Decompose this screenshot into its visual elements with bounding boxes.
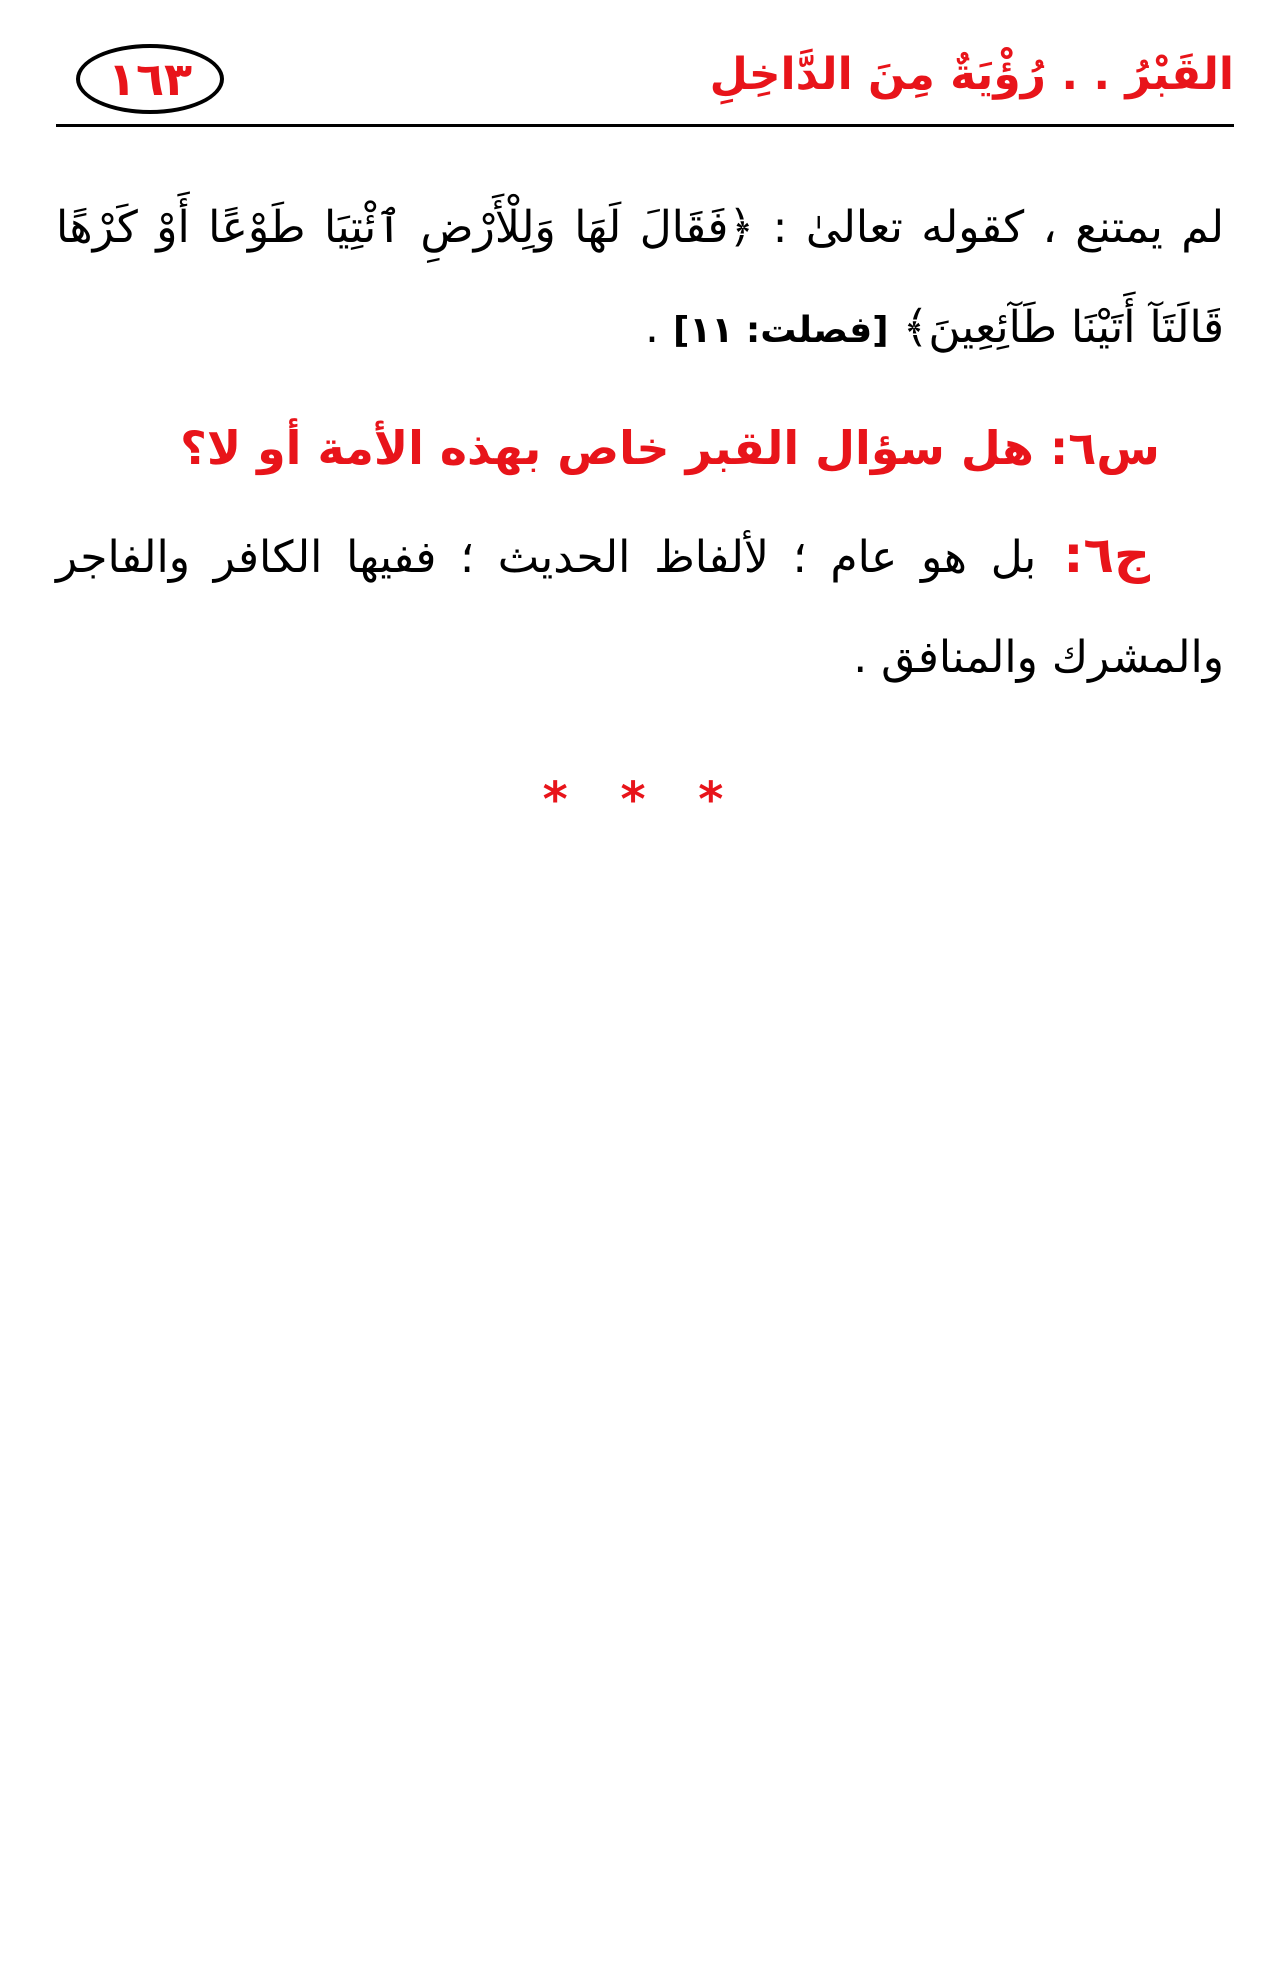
page-body <box>56 178 1224 752</box>
answer-paragraph <box>56 505 1224 708</box>
page-number-badge <box>76 44 224 114</box>
answer-label: ج٦: <box>1036 526 1150 584</box>
page-number: ١٦٣ <box>107 52 193 106</box>
section-separator: * * * <box>542 772 742 828</box>
paragraph-verse <box>56 178 1224 381</box>
question-heading: س٦: هل سؤال القبر خاص بهذه الأمة أو لا؟ <box>180 421 1160 475</box>
answer-text: بل هو عام ؛ لألفاظ الحديث ؛ ففيها الكافر والفاجر والمشرك والمنافق . <box>56 532 1224 683</box>
header-divider <box>56 124 1234 127</box>
paragraph-end: . <box>644 302 673 353</box>
verse-citation: [فصلت: ١١] <box>672 310 889 351</box>
paragraph-intro: لم يمتنع ، كقوله تعالىٰ : <box>754 202 1224 253</box>
page-header <box>56 38 1234 128</box>
running-title: القَبْرُ . . رُؤْيَةٌ مِنَ الدَّاخِلِ <box>709 49 1234 100</box>
quran-verse: ﴿فَقَالَ لَهَا وَلِلْأَرْضِ ٱئْتِيَا طَوْعًا أَوْ كَرْهًا قَالَتَآ أَتَيْنَا طَآئِعِينَ﴾ <box>56 202 1224 353</box>
